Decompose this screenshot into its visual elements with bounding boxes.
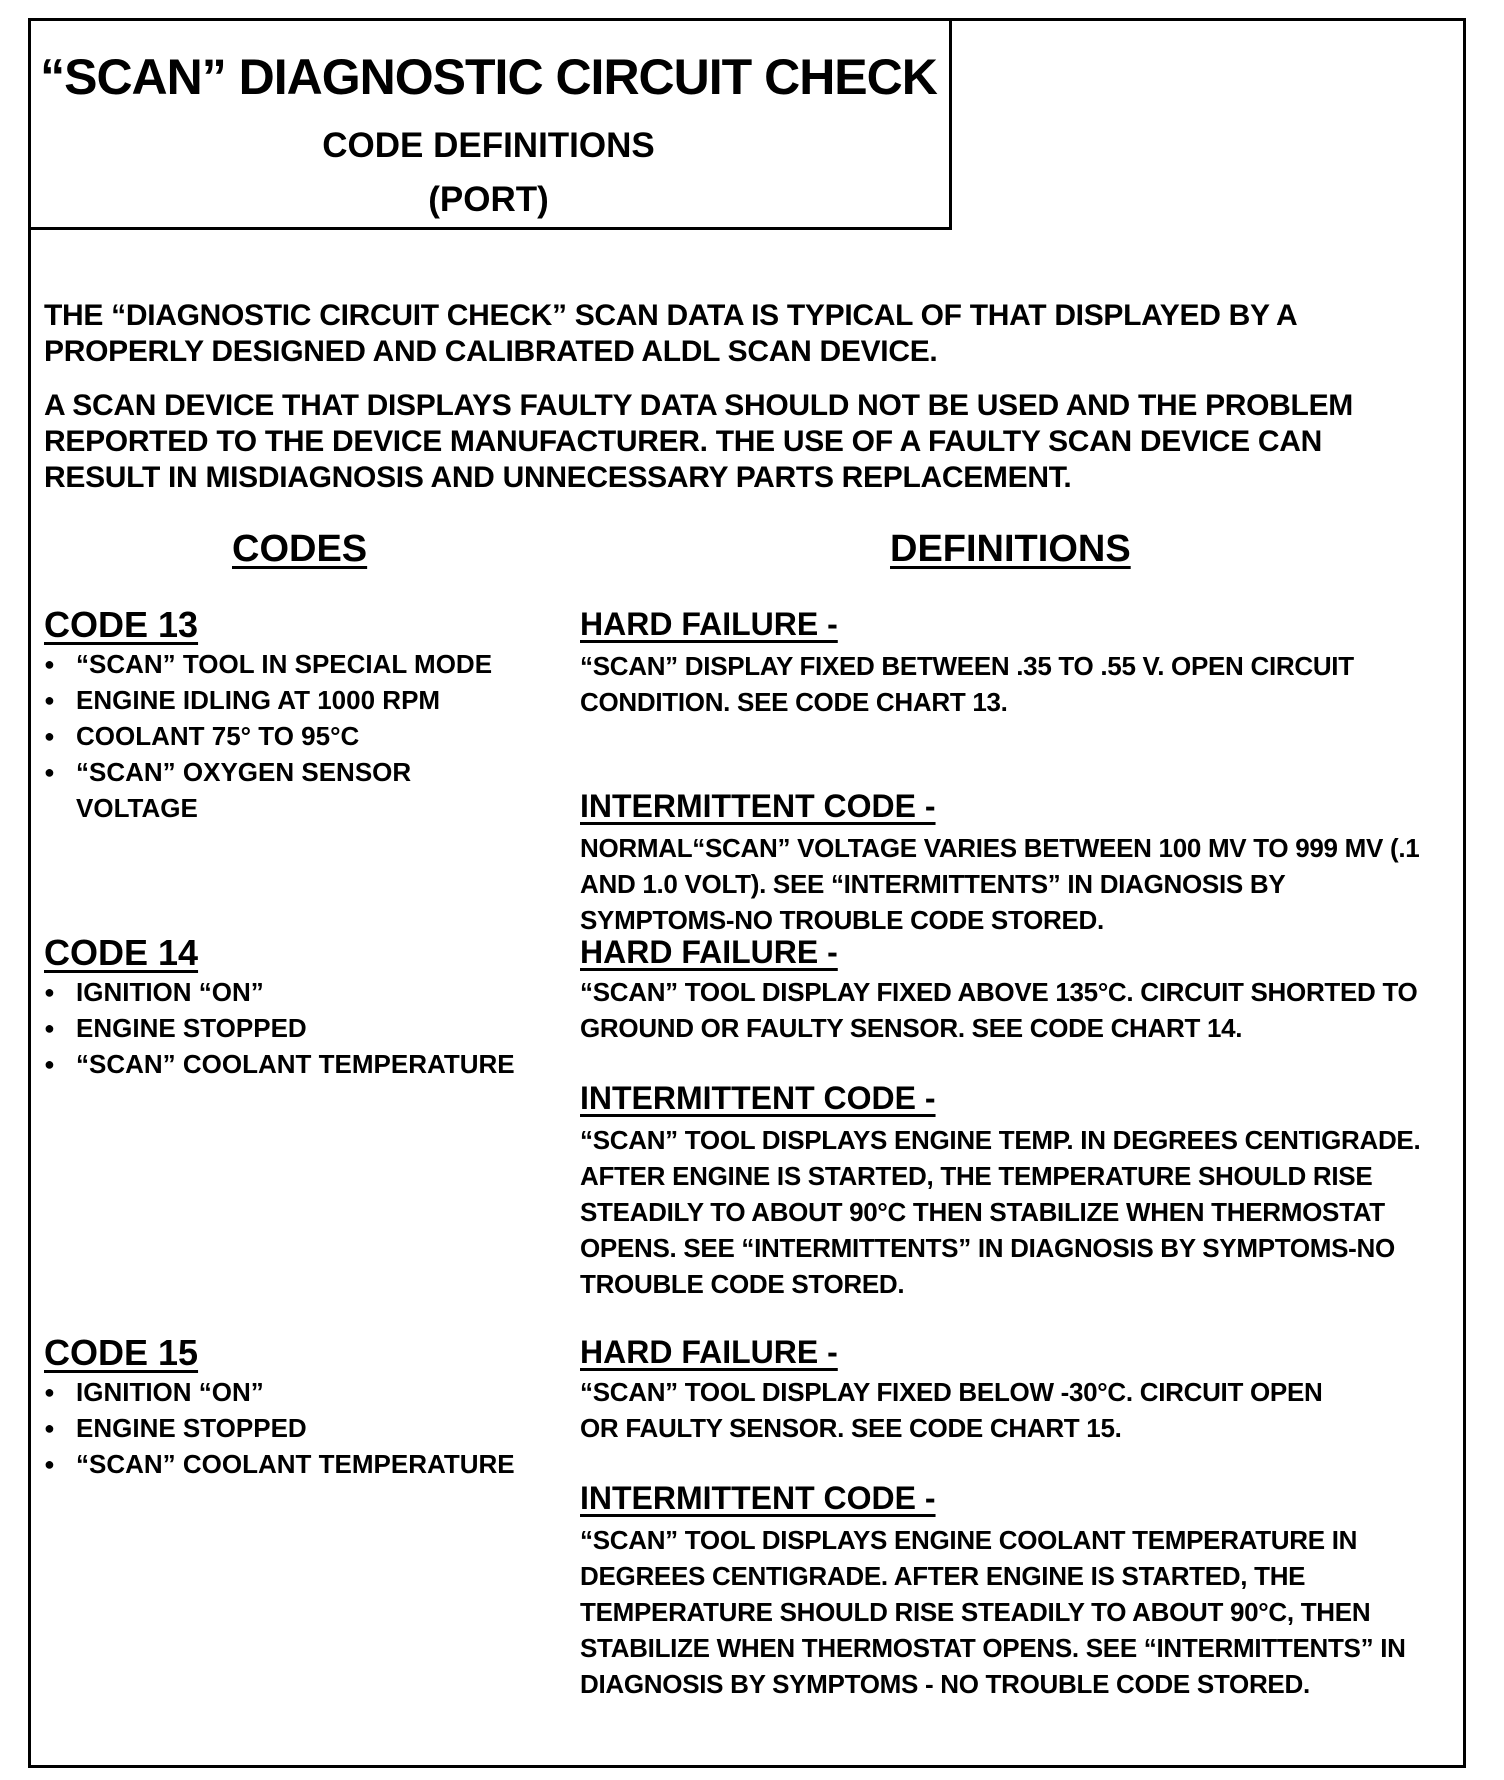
code-14-condition: ● IGNITION “ON” xyxy=(44,974,564,1010)
title-box xyxy=(28,18,952,230)
code-15-hard-failure-label: HARD FAILURE - xyxy=(580,1334,838,1370)
code-14-title: CODE 14 xyxy=(44,932,199,973)
code-13-intermittent-label: INTERMITTENT CODE - xyxy=(580,788,936,824)
code-14-hard-failure-text: “SCAN” TOOL DISPLAY FIXED ABOVE 135°C. CIRCUIT SHORTED TO GROUND OR FAULTY SENSOR. SEE CODE CHART 14. xyxy=(580,977,1418,1043)
code-15-hard-failure-text: “SCAN” TOOL DISPLAY FIXED BELOW -30°C. CIRCUIT OPEN OR FAULTY SENSOR. SEE CODE CHART 15. xyxy=(580,1377,1323,1443)
code-15-condition: ● “SCAN” COOLANT TEMPERATURE xyxy=(44,1446,564,1482)
code-15-intermittent-label: INTERMITTENT CODE - xyxy=(580,1480,936,1516)
code-13-hard-failure-label: HARD FAILURE - xyxy=(580,606,838,642)
codes-column-heading: CODES xyxy=(232,528,368,570)
code-13-condition: ● “SCAN” TOOL IN SPECIAL MODE xyxy=(44,646,564,682)
page-title: “SCAN” DIAGNOSTIC CIRCUIT CHECK xyxy=(40,49,937,105)
code-13-conditions xyxy=(44,646,564,826)
code-14-intermittent-label: INTERMITTENT CODE - xyxy=(580,1080,936,1116)
code-14-hard-failure-label: HARD FAILURE - xyxy=(580,934,838,970)
code-13-title: CODE 13 xyxy=(44,604,199,645)
code-13-condition: ● COOLANT 75° TO 95°C xyxy=(44,718,564,754)
code-14-intermittent-text: “SCAN” TOOL DISPLAYS ENGINE TEMP. IN DEGREES CENTIGRADE. AFTER ENGINE IS STARTED, THE TEMPERATURE SHOULD RISE STEADILY TO ABOUT 90°C THEN STABILIZE WHEN THERMOSTAT OPENS. SEE “INTERMITTENTS” IN DIAGNOSIS BY SYMPTOMS-NO TROUBLE CODE STORED. xyxy=(580,1125,1421,1299)
code-14-conditions xyxy=(44,974,564,1082)
code-15-condition: ● ENGINE STOPPED xyxy=(44,1410,564,1446)
code-15-condition: ● IGNITION “ON” xyxy=(44,1374,564,1410)
definitions-column-heading: DEFINITIONS xyxy=(890,528,1131,570)
code-13-condition: ● ENGINE IDLING AT 1000 RPM xyxy=(44,682,564,718)
page-port-label: (PORT) xyxy=(428,180,549,219)
code-15-conditions xyxy=(44,1374,564,1482)
code-14-condition: ● “SCAN” COOLANT TEMPERATURE xyxy=(44,1046,564,1082)
code-13-condition: ● “SCAN” OXYGEN SENSOR VOLTAGE xyxy=(44,754,416,826)
code-15-intermittent-text: “SCAN” TOOL DISPLAYS ENGINE COOLANT TEMPERATURE IN DEGREES CENTIGRADE. AFTER ENGINE IS STARTED, THE TEMPERATURE SHOULD RISE STEADILY TO ABOUT 90°C, THEN STABILIZE WHEN THERMOSTAT OPENS. SEE “INTERMITTENTS” IN DIAGNOSIS BY SYMPTOMS - NO TROUBLE CODE STORED. xyxy=(580,1525,1406,1699)
page-subtitle: CODE DEFINITIONS xyxy=(322,126,655,165)
code-15-title: CODE 15 xyxy=(44,1332,199,1373)
code-14-condition: ● ENGINE STOPPED xyxy=(44,1010,564,1046)
code-13-intermittent-text: NORMAL“SCAN” VOLTAGE VARIES BETWEEN 100 MV TO 999 MV (.1 AND 1.0 VOLT). SEE “INTERMITTENTS” IN DIAGNOSIS BY SYMPTOMS-NO TROUBLE CODE STORED. xyxy=(580,833,1420,935)
code-13-hard-failure-text: “SCAN” DISPLAY FIXED BETWEEN .35 TO .55 V. OPEN CIRCUIT CONDITION. SEE CODE CHART 13. xyxy=(580,651,1354,717)
intro-paragraph-1: THE “DIAGNOSTIC CIRCUIT CHECK” SCAN DATA IS TYPICAL OF THAT DISPLAYED BY A PROPERLY DESIGNED AND CALIBRATED ALDL SCAN DEVICE. xyxy=(44,299,1297,368)
intro-paragraph-2: A SCAN DEVICE THAT DISPLAYS FAULTY DATA SHOULD NOT BE USED AND THE PROBLEM REPORTED TO THE DEVICE MANUFACTURER. THE USE OF A FAULTY SCAN DEVICE CAN RESULT IN MISDIAGNOSIS AND UNNECESSARY PARTS REPLACEMENT. xyxy=(44,389,1353,494)
